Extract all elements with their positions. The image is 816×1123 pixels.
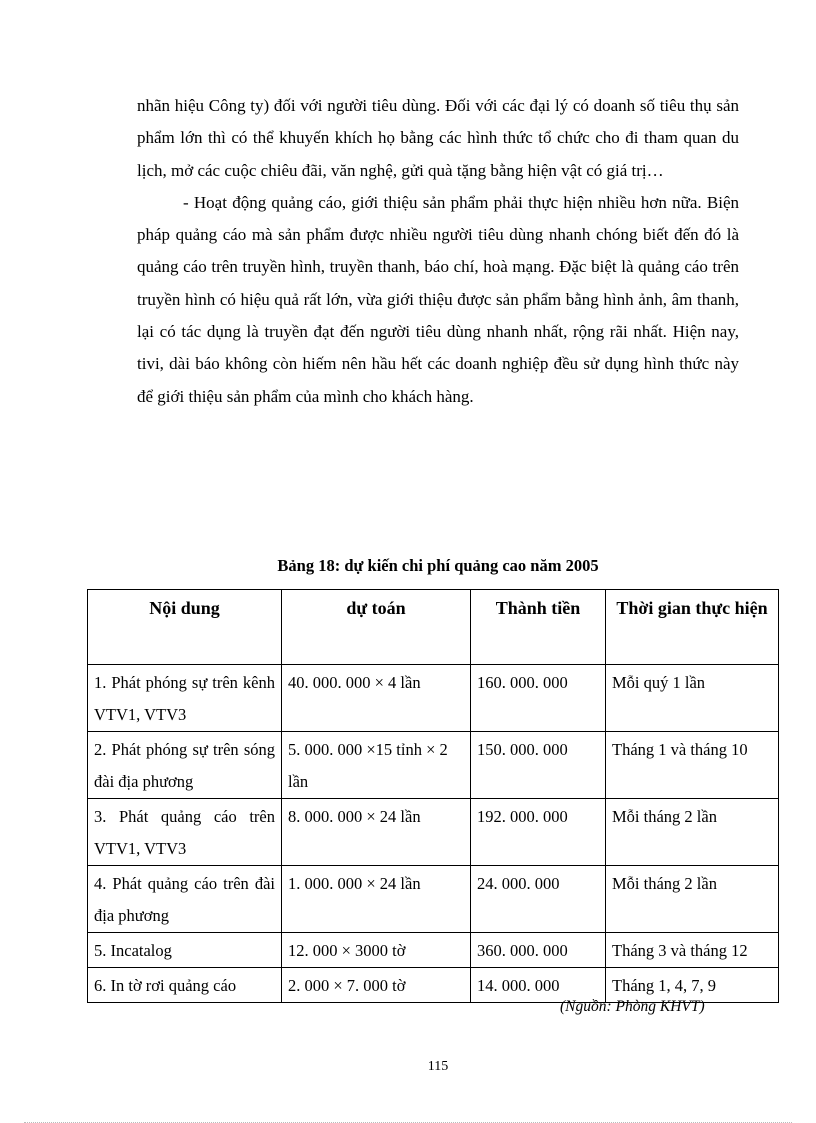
cell-schedule: Mỗi tháng 2 lần <box>606 866 779 933</box>
page-number: 115 <box>427 1059 449 1074</box>
cell-schedule: Tháng 1 và tháng 10 <box>606 732 779 799</box>
paragraph-2: - Hoạt động quảng cáo, giới thiệu sản phẩm phải thực hiện nhiều hơn nữa. Biện pháp quảng cáo mà sản phẩm được nhiều người tiêu dùng nhanh chóng biết đến đó là quảng cáo trên truyền hình, truyền thanh, báo chí, hoà mạng. Đặc biệt là quảng cáo trên truyền hình có hiệu quả rất lớn, vừa giới thiệu được sản phẩm bằng hình ảnh, âm thanh, lại có tác dụng là truyền đạt đến người tiêu dùng nhanh nhất, rộng rãi nhất. Hiện nay, tivi, dài báo không còn hiếm nên hầu hết các doanh nghiệp đều sử dụng hình thức này để giới thiệu sản phẩm của mình cho khách hàng. <box>137 192 739 406</box>
cell-amount: 160. 000. 000 <box>471 665 606 732</box>
table-row <box>88 799 779 866</box>
cell-estimate: 12. 000 × 3000 tờ <box>282 933 471 968</box>
table-row <box>88 732 779 799</box>
header-content: Nội dung <box>88 590 282 665</box>
table-title: Bảng 18: dự kiến chi phí quảng cao năm 2005 <box>277 556 599 575</box>
header-schedule: Thời gian thực hiện <box>606 590 779 665</box>
cell-estimate: 2. 000 × 7. 000 tờ <box>282 968 471 1003</box>
cell-amount: 14. 000. 000 <box>471 968 606 1003</box>
table-row <box>88 866 779 933</box>
cost-table <box>87 589 779 1003</box>
cell-content: 6. In tờ rơi quảng cáo <box>88 968 282 1003</box>
cell-content: 5. Incatalog <box>88 933 282 968</box>
cell-amount: 24. 000. 000 <box>471 866 606 933</box>
cell-schedule: Mỗi tháng 2 lần <box>606 799 779 866</box>
cell-content: 2. Phát phóng sự trên sóng đài địa phương <box>88 732 282 799</box>
header-estimate: dự toán <box>282 590 471 665</box>
cell-content: 1. Phát phóng sự trên kênh VTV1, VTV3 <box>88 665 282 732</box>
table-row <box>88 665 779 732</box>
cell-estimate: 40. 000. 000 × 4 lần <box>282 665 471 732</box>
cell-estimate: 8. 000. 000 × 24 lần <box>282 799 471 866</box>
table-row <box>88 933 779 968</box>
cell-schedule: Mỗi quý 1 lần <box>606 665 779 732</box>
cell-content: 3. Phát quảng cáo trên VTV1, VTV3 <box>88 799 282 866</box>
cell-amount: 150. 000. 000 <box>471 732 606 799</box>
body-text <box>137 90 739 413</box>
cell-estimate: 1. 000. 000 × 24 lần <box>282 866 471 933</box>
cell-schedule: Tháng 1, 4, 7, 9 <box>606 968 779 1003</box>
cell-amount: 192. 000. 000 <box>471 799 606 866</box>
header-amount: Thành tiền <box>471 590 606 665</box>
table-header-row <box>88 590 779 665</box>
cell-estimate: 5. 000. 000 ×15 tỉnh × 2 lần <box>282 732 471 799</box>
cell-content: 4. Phát quảng cáo trên đài địa phương <box>88 866 282 933</box>
cell-amount: 360. 000. 000 <box>471 933 606 968</box>
cell-schedule: Tháng 3 và tháng 12 <box>606 933 779 968</box>
table-source: (Nguồn: Phòng KHVT) <box>560 998 705 1015</box>
paragraph-1: nhãn hiệu Công ty) đối với người tiêu dùng. Đối với các đại lý có doanh số tiêu thụ sản phẩm lớn thì có thể khuyến khích họ bằng các hình thức tổ chức cho đi tham quan du lịch, mở các cuộc chiêu đãi, văn nghệ, gửi quà tặng bằng hiện vật có giá trị… <box>137 96 739 180</box>
